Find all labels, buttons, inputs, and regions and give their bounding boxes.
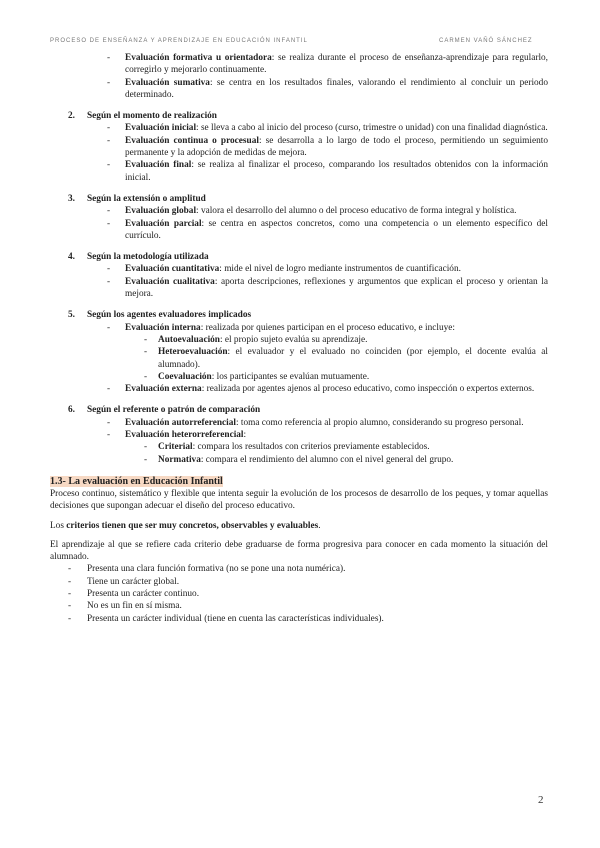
- paragraph-criteria: Los criterios tienen que ser muy concretos, observables y evaluables.: [50, 520, 321, 531]
- list-item: - Evaluación global: valora el desarrollo del alumno o del proceso educativo de forma integral y holística.: [50, 205, 548, 217]
- list-item: - Evaluación autorreferencial: toma como referencia al propio alumno, considerando su progreso personal.: [50, 417, 548, 429]
- list-item: - Evaluación inicial: se lleva a cabo al inicio del proceso (curso, trimestre o unidad) con una finalidad diagnóstica.: [50, 122, 548, 134]
- section-heading: 2. Según el momento de realización: [68, 111, 217, 122]
- paragraph-learning: El aprendizaje al que se refiere cada criterio debe graduarse de forma progresiva para conocer en cada momento la situación del alumnado.: [50, 539, 548, 563]
- section-heading: 6. Según el referente o patrón de comparación: [68, 405, 261, 416]
- section-title: 1.3- La evaluación en Educación Infantil: [50, 475, 223, 487]
- list-item: - No es un fin en sí misma.: [50, 600, 548, 612]
- list-item: - Evaluación cualitativa: aporta descripciones, reflexiones y argumentos que explican el proceso y orientan la mejora.: [50, 276, 548, 301]
- list-item: - Evaluación parcial: se centra en aspectos concretos, como una competencia o un elemento específico del currículo.: [50, 218, 548, 243]
- section-heading: 3. Según la extensión o amplitud: [68, 193, 206, 204]
- sub-list-item: - Normativa: compara el rendimiento del alumno con el nivel general del grupo.: [50, 454, 548, 466]
- list-item: - Evaluación cuantitativa: mide el nivel de logro mediante instrumentos de cuantificación.: [50, 263, 548, 275]
- list-item: - Presenta un carácter individual (tiene en cuenta las características individuales).: [50, 613, 548, 625]
- list-item: - Tiene un carácter global.: [50, 576, 548, 588]
- sub-list-item: - Coevaluación: los participantes se evalúan mutuamente.: [50, 371, 548, 383]
- list-item: - Evaluación continua o procesual: se desarrolla a lo largo de todo el proceso, permitiendo un seguimiento permanente y la adopción de medidas de mejora.: [50, 135, 548, 160]
- list-item: - Evaluación externa: realizada por agentes ajenos al proceso educativo, como inspección o expertos externos.: [50, 383, 548, 395]
- list-item: - Presenta una clara función formativa (no se pone una nota numérica).: [50, 563, 548, 575]
- running-header-author: CARMEN VAÑÓ SÁNCHEZ: [439, 38, 533, 44]
- list-item: - Evaluación final: se realiza al finalizar el proceso, comparando los resultados obtenidos con la información inicial.: [50, 159, 548, 184]
- definition: : se centra en los resultados finales, valorando el rendimiento al concluir un periodo determinado.: [125, 77, 548, 100]
- list-item: [50, 52, 548, 77]
- list-item: - Evaluación interna: realizada por quienes participan en el proceso educativo, e incluye:: [50, 322, 548, 334]
- list-item: - Evaluación heterorreferencial:: [50, 429, 548, 441]
- sub-list-item: - Autoevaluación: el propio sujeto evalúa su aprendizaje.: [50, 334, 548, 346]
- sub-list-item: - Criterial: compara los resultados con criterios previamente establecidos.: [50, 441, 548, 453]
- running-header-title: PROCESO DE ENSEÑANZA Y APRENDIZAJE EN EDUCACIÓN INFANTIL: [50, 38, 308, 44]
- page-content: [50, 52, 548, 625]
- paragraph-definition: Proceso continuo, sistemático y flexible que intenta seguir la evolución de los procesos de desarrollo de los peques, y tomar aquellas decisiones que supongan adecuar el diseño del proceso educativo.: [50, 488, 548, 512]
- definition: : se realiza durante el proceso de enseñanza-aprendizaje para regularlo, corregirlo y mejorarlo continuamente.: [125, 53, 548, 76]
- section-heading: 4. Según la metodología utilizada: [68, 252, 209, 263]
- section-heading: 5. Según los agentes evaluadores implicados: [68, 310, 252, 321]
- list-item: - Presenta un carácter continuo.: [50, 588, 548, 600]
- list-item: [50, 77, 548, 102]
- sub-list-item: - Heteroevaluación: el evaluador y el evaluado no coinciden (por ejemplo, el docente evalúa al alumnado).: [50, 346, 548, 371]
- term: Evaluación formativa u orientadora: [125, 53, 272, 63]
- page-number: 2: [538, 794, 544, 806]
- term: Evaluación sumativa: [125, 77, 210, 88]
